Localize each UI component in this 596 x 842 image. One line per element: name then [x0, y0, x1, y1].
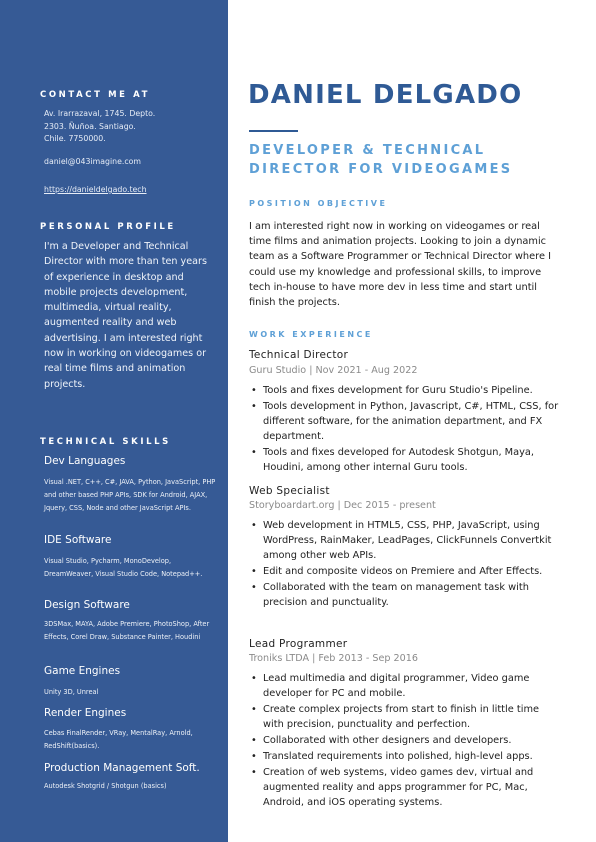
- list-item: • Creation of web systems, video games dev, virtual and augmented reality and apps programmer for PC, Mac, Android, and iOS operating systems.: [249, 765, 561, 811]
- skill-title-design: Design Software: [44, 599, 130, 611]
- skill-title-render-engines: Render Engines: [44, 707, 127, 719]
- list-item: • Collaborated with the team on management task with precision and punctuality.: [249, 580, 561, 610]
- job-subtitle: DEVELOPER & TECHNICAL DIRECTOR FOR VIDEOGAMES: [249, 143, 513, 177]
- objective-text: I am interested right now in working on videogames or real time films and animation projects. Looking to join a dynamic team as a Software Programmer or Technical Director where I could use my knowledge and professional skills, to improve tech in-house to have more dev in less time and start until finish the projects.: [249, 221, 552, 309]
- list-item: • Lead multimedia and digital programmer, Video game developer for PC and mobile.: [249, 671, 561, 701]
- contact-heading: CONTACT ME AT: [40, 90, 151, 100]
- list-item: • Translated requirements into polished, high-level apps.: [249, 749, 561, 764]
- address-line-2: 2303. Ñuñoa. Santiago.: [44, 122, 136, 131]
- objective-heading: POSITION OBJECTIVE: [249, 199, 388, 208]
- list-item: • Tools and fixes developed for Autodesk Shotgun, Maya, Houdini, among other internal Guru tools.: [249, 445, 561, 475]
- job-title-1: Technical Director: [249, 349, 349, 361]
- list-item: • Collaborated with other designers and developers.: [249, 733, 561, 748]
- website-link[interactable]: https://danieldelgado.tech: [44, 185, 147, 194]
- name-divider: [249, 130, 298, 132]
- profile-heading: PERSONAL PROFILE: [40, 222, 176, 232]
- skill-text-ide: Visual Studio, Pycharm, MonoDevelop, DreamWeaver, Visual Studio Code, Notepad++.: [44, 557, 203, 578]
- skill-text-game-engines: Unity 3D, Unreal: [44, 688, 99, 696]
- list-item: • Edit and composite videos on Premiere and After Effects.: [249, 564, 561, 579]
- skill-text-render-engines: Cebas FinalRender, VRay, MentalRay, Arnold, RedShift(basics).: [44, 729, 193, 750]
- skill-text-production: Autodesk Shotgrid / Shotgun (basics): [44, 782, 167, 790]
- skill-title-production: Production Management Soft.: [44, 762, 200, 774]
- list-item: • Tools development in Python, Javascript, C#, HTML, CSS, for different software, for the animation department, and FX department.: [249, 399, 561, 445]
- job-bullets-1: [249, 383, 561, 476]
- person-name: DANIEL DELGADO: [248, 80, 523, 110]
- skills-heading: TECHNICAL SKILLS: [40, 437, 171, 447]
- job-meta-3: Troniks LTDA | Feb 2013 - Sep 2016: [249, 653, 418, 664]
- job-meta-2: Storyboardart.org | Dec 2015 - present: [249, 500, 436, 511]
- list-item: • Create complex projects from start to finish in little time with precision, punctuality and perfection.: [249, 702, 561, 732]
- skill-title-game-engines: Game Engines: [44, 665, 121, 677]
- list-item: • Web development in HTML5, CSS, PHP, JavaScript, using WordPress, RainMaker, LeadPages, ClickFunnels Convertkit among other web APIs.: [249, 518, 561, 564]
- sidebar: [0, 0, 228, 842]
- skill-text-dev-languages: Visual .NET, C++, C#, JAVA, Python, JavaScript, PHP and other based PHP APIs, SDK for Android, AJAX, Jquery, CSS, Node and other JavaScript APIs.: [44, 478, 216, 512]
- skill-title-ide: IDE Software: [44, 534, 112, 546]
- address-line-1: Av. Irarrazaval, 1745. Depto.: [44, 109, 156, 118]
- job-bullets-2: [249, 518, 561, 611]
- job-title-3: Lead Programmer: [249, 638, 348, 650]
- email-text: daniel@043imagine.com: [44, 157, 142, 166]
- address-line-3: Chile. 7750000.: [44, 134, 106, 143]
- experience-heading: WORK EXPERIENCE: [249, 330, 373, 339]
- job-title-2: Web Specialist: [249, 485, 330, 497]
- job-bullets-3: [249, 671, 561, 811]
- skill-text-design: 3DSMax, MAYA, Adobe Premiere, PhotoShop, After Effects, Corel Draw, Substance Painter, Houdini: [44, 620, 210, 641]
- skill-title-dev-languages: Dev Languages: [44, 455, 126, 467]
- profile-text: I'm a Developer and Technical Director with more than ten years of experience in desktop and mobile projects development, multimedia, virtual reality, augmented reality and web advertising. I am interested right now in working on videogames or real time films and animation projects.: [44, 241, 207, 390]
- job-meta-1: Guru Studio | Nov 2021 - Aug 2022: [249, 365, 418, 376]
- list-item: • Tools and fixes development for Guru Studio's Pipeline.: [249, 383, 561, 398]
